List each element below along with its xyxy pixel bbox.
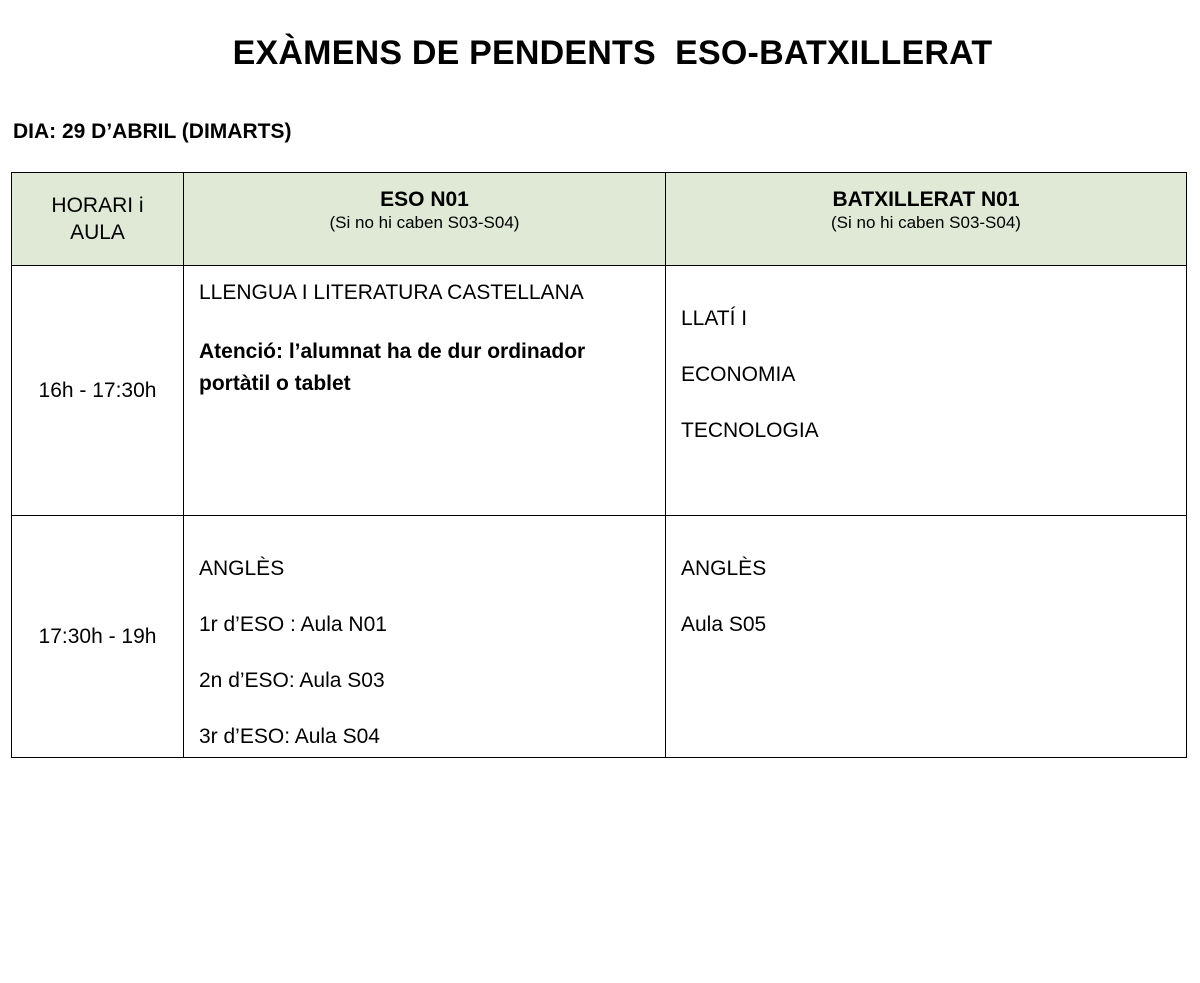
eso-note: Atenció: l’alumnat ha de dur ordinador portàtil o tablet: [199, 340, 586, 395]
header-eso-subtitle: (Si no hi caben S03-S04): [329, 213, 520, 232]
eso-room-assignment: 1r d’ESO : Aula N01: [199, 613, 387, 636]
eso-subject: LLENGUA I LITERATURA CASTELLANA: [199, 281, 584, 304]
exam-day: DIA: 29 D’ABRIL (DIMARTS): [13, 120, 292, 143]
time-slot: 17:30h - 19h: [12, 516, 184, 758]
header-eso-title: ESO N01: [380, 188, 469, 211]
batxillerat-room-assignment: Aula S05: [681, 613, 767, 636]
batxillerat-subject: ECONOMIA: [681, 363, 796, 386]
eso-room-assignment: 2n d’ESO: Aula S03: [199, 669, 385, 692]
header-schedule-room-label: HORARI i AULA: [51, 194, 144, 244]
batxillerat-subject: LLATÍ I: [681, 307, 748, 330]
batxillerat-subject: ANGLÈS: [681, 557, 767, 580]
time-slot: 16h - 17:30h: [12, 266, 184, 516]
table-header-row: [12, 173, 1187, 266]
table-row: [12, 516, 1187, 758]
header-schedule-room: [12, 173, 184, 266]
header-eso: [184, 173, 666, 266]
header-batxillerat-subtitle: (Si no hi caben S03-S04): [831, 213, 1021, 232]
table-row: [12, 266, 1187, 516]
header-batxillerat: [666, 173, 1187, 266]
exam-schedule-table: [11, 172, 1187, 758]
eso-room-assignment: 3r d’ESO: Aula S04: [199, 725, 380, 748]
batxillerat-cell: [666, 266, 1187, 516]
eso-subject: ANGLÈS: [199, 557, 285, 580]
batxillerat-cell: [666, 516, 1187, 758]
header-batxillerat-title: BATXILLERAT N01: [832, 188, 1020, 211]
eso-cell: [184, 516, 666, 758]
page-title: EXÀMENS DE PENDENTS ESO-BATXILLERAT: [232, 34, 993, 72]
eso-cell: [184, 266, 666, 516]
batxillerat-subject: TECNOLOGIA: [681, 419, 819, 442]
